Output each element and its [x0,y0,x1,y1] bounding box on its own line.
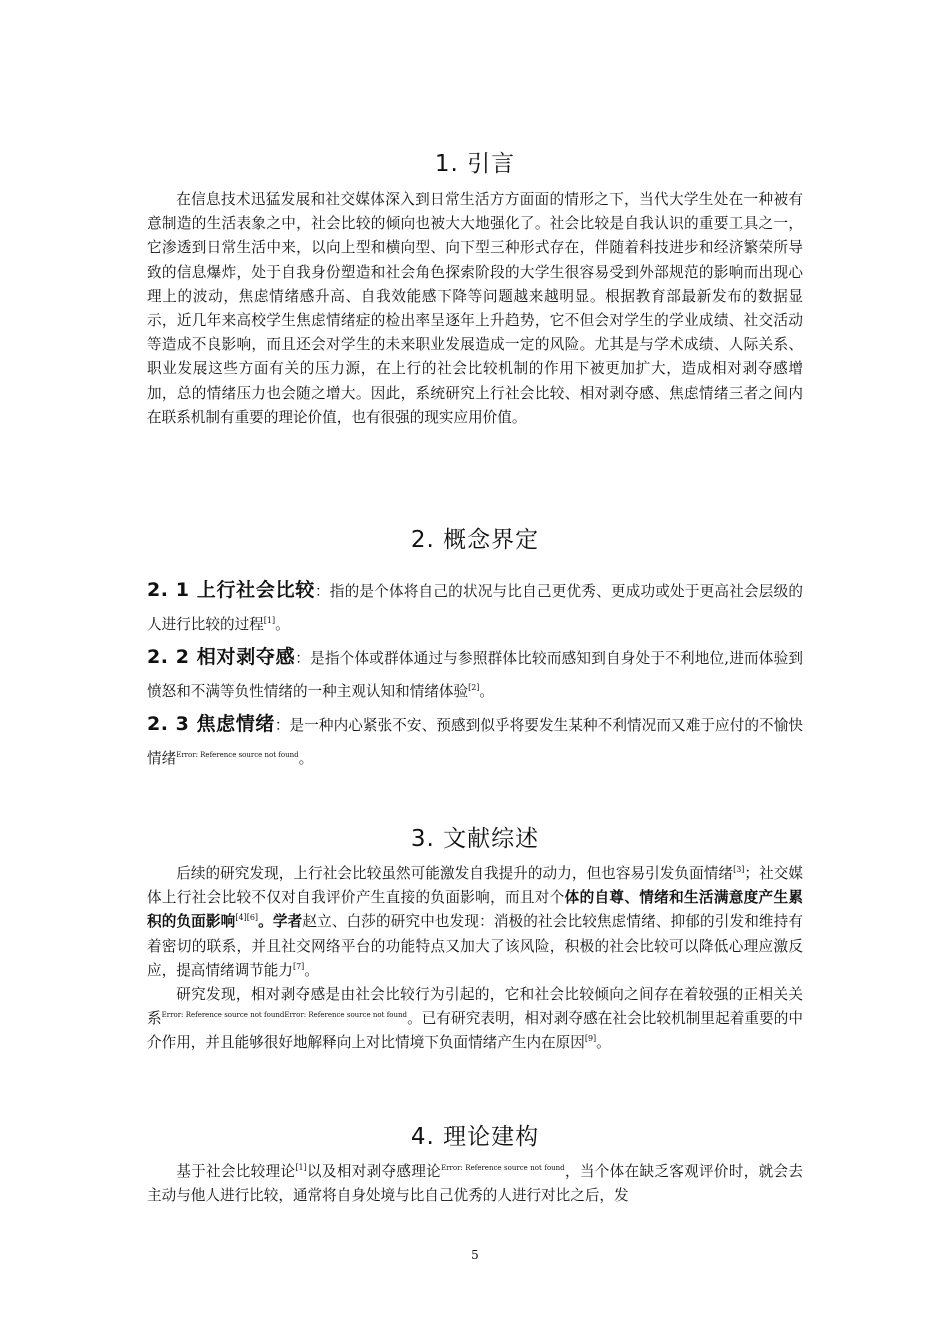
concept-text: 指的是个体将自己的状况与比自己更优秀、更成功或处于更高社会层级的人进行比较的过程 [147,583,803,633]
text-run-bold: 。学者 [258,913,303,931]
text-run-bold: 体的自尊、情绪和生活满意度产生累积的负面影响 [147,889,803,931]
review-paragraph-1 [147,862,803,983]
concept-item [147,641,803,708]
citation: [4][6] [235,913,259,923]
section-title-concepts: 2. 概念界定 [410,527,540,553]
text-run: 。已有研究表明，相对剥夺感在社会比较机制里起着重要的中介作用，并且能够很好地解释向上对比情境下负面情绪产生内在原因 [147,1010,803,1052]
concept-item [147,574,803,641]
text-run: 。 [304,961,319,979]
citation: [1] [295,1163,307,1172]
text-run: 以及相对剥夺感理论 [306,1163,442,1180]
text-run: 研究发现，相对剥夺感是由社会比较行为引起的，它和社会比较倾向之间存在着较强的正相关关系 [147,986,803,1028]
concept-text: 是一种内心紧张不安、预感到似乎将要发生某种不利情况而又难于应付的不愉快情绪 [147,717,803,767]
text-run: ；社交媒体上行社会比较不仅对自我评价产生直接的负面影响，而且对个 [147,865,803,907]
citation-error: Error: Reference source not foundError: Reference source not found [161,1011,408,1020]
text-run: 赵立、白莎的研究中也发现：消极的社会比较焦虑情绪、抑郁的引发和维持有着密切的联系，并且社交网络平台的功能特点又加大了该风险，积极的社会比较可以降低心理应激反应，提高情绪调节能力 [147,913,803,979]
concept-sep: ： [295,650,311,667]
concept-end: 。 [298,750,314,767]
citation: [7] [292,961,305,971]
concept-item [147,708,803,775]
citation-error: Error: Reference source not found [441,1164,565,1172]
citation: [2] [468,683,480,692]
theory-paragraph-1 [147,1160,803,1208]
intro-body [147,188,803,430]
concept-sep: ： [315,583,330,600]
section-title-theory: 4. 理论建构 [410,1124,540,1150]
section-title-review: 3. 文献综述 [410,826,540,852]
text-run: 基于社会比较理论 [176,1163,296,1180]
concept-lead: 2. 3 焦虑情绪 [147,713,275,735]
text-run: ，当个体在缺乏客观评价时，就会去主动与他人进行比较，通常将自身处境与比自己优秀的人进行对比之后，发 [147,1163,803,1205]
concept-end: 。 [275,616,290,633]
citation: [1] [263,616,276,625]
concept-lead: 2. 1 上行社会比较 [147,579,315,601]
citation: [3] [733,865,745,874]
concept-sep: ： [274,717,290,734]
page-number: 5 [471,1248,479,1262]
review-body [147,862,803,1056]
review-paragraph-2 [147,983,803,1056]
text-run: 后续的研究发现，上行社会比较虽然可能激发自我提升的动力，但也容易引发负面情绪 [176,865,734,882]
theory-body [147,1160,803,1208]
concept-end: 。 [479,683,495,700]
section-title-intro: 1. 引言 [434,151,516,177]
concept-text: 是指个体或群体通过与参照群体比较而感知到自身处于不利地位,进而体验到愤怒和不满等负性情绪的一种主观认知和情绪体验 [147,650,803,700]
concepts-body [147,574,803,775]
citation-error: Error: Reference source not found [176,751,299,759]
text-run: 。 [596,1034,611,1052]
concept-lead: 2. 2 相对剥夺感 [147,646,296,668]
citation: [9] [584,1034,597,1044]
intro-paragraph: 在信息技术迅猛发展和社交媒体深入到日常生活方方面面的情形之下，当代大学生处在一种被有意制造的生活表象之中，社会比较的倾向也被大大地强化了。社会比较是自我认识的重要工具之一，它渗透到日常生活中来，以向上型和横向型、向下型三种形式存在，伴随着科技进步和经济繁荣所导致的信息爆炸，处于自我身份塑造和社会角色探索阶段的大学生很容易受到外部规范的影响而出现心理上的波动，焦虑情绪感升高、自我效能感下降等问题越来越明显。根据教育部最新发布的数据显示，近几年来高校学生焦虑情绪症的检出率呈逐年上升趋势，它不但会对学生的学业成绩、社交活动等造成不良影响，而且还会对学生的未来职业发展造成一定的风险。尤其是与学术成绩、人际关系、职业发展这些方面有关的压力源，在上行的社会比较机制的作用下被更加扩大，造成相对剥夺感增加，总的情绪压力也会随之增大。因此，系统研究上行社会比较、相对剥夺感、焦虑情绪三者之间内在联系机制有重要的理论价值，也有很强的现实应用价值。 [147,191,803,426]
